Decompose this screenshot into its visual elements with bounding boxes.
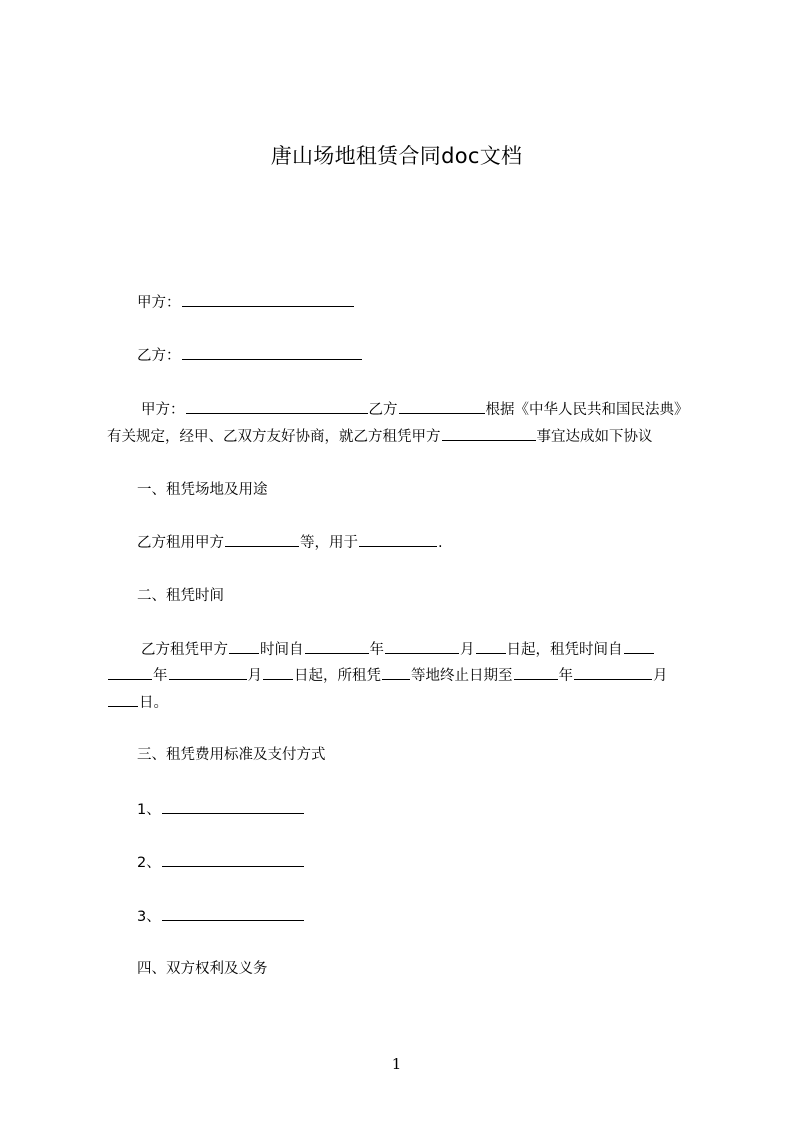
- section-2-text-c: 日起，所租凭: [294, 668, 381, 684]
- item-number: 2、: [137, 855, 161, 871]
- intro-party-b-label: 乙方: [368, 402, 398, 418]
- section-2-year-3: 年: [558, 668, 573, 684]
- section-2-text-b: 时间自: [260, 642, 304, 658]
- party-b-blank: [182, 345, 362, 360]
- blank: [382, 665, 410, 680]
- blank: [108, 692, 138, 707]
- section-1-text-end: .: [438, 535, 443, 551]
- blank: [574, 665, 652, 680]
- party-a-line: [137, 292, 355, 313]
- blank: [263, 665, 293, 680]
- section-2-month-3: 月: [653, 668, 668, 684]
- section-3-item-1: [137, 799, 305, 820]
- section-2-month-1: 月: [460, 642, 475, 658]
- intro-line-1: [141, 399, 689, 420]
- blank: [514, 665, 558, 680]
- section-2-line-3: [107, 692, 168, 713]
- blank: [476, 639, 506, 654]
- section-1-text: [137, 532, 443, 553]
- section-2-text-end: 日。: [139, 695, 168, 711]
- intro-text-end: 事宜达成如下协议: [536, 429, 653, 445]
- party-b-label: 乙方：: [137, 348, 181, 364]
- item-number: 1、: [137, 802, 161, 818]
- blank: [624, 639, 654, 654]
- section-1-text-a: 乙方租用甲方: [137, 535, 224, 551]
- section-2-text-d: 等地终止日期至: [411, 668, 513, 684]
- section-2-heading: 二、租凭时间: [137, 588, 224, 604]
- blank: [385, 639, 459, 654]
- blank: [305, 639, 369, 654]
- party-b-line: [137, 345, 363, 366]
- section-1-text-b: 等，用于: [300, 535, 358, 551]
- intro-matter-blank: [442, 426, 536, 441]
- section-2-text-a: 乙方租凭甲方: [141, 642, 228, 658]
- section-1-blank-b: [359, 532, 437, 547]
- blank: [169, 665, 247, 680]
- section-2-year-2: 年: [153, 668, 168, 684]
- party-a-label: 甲方：: [137, 295, 181, 311]
- section-4-heading: 四、双方权利及义务: [137, 961, 268, 977]
- item-number: 3、: [137, 909, 161, 925]
- blank: [108, 665, 152, 680]
- document-title: 唐山场地租赁合同doc文档: [270, 144, 523, 168]
- section-1-heading: 一、租凭场地及用途: [137, 482, 268, 498]
- section-2-line-1: [141, 639, 655, 660]
- intro-party-a-label: 甲方：: [141, 402, 185, 418]
- section-2-month-2: 月: [247, 668, 262, 684]
- page-number: 1: [391, 1055, 402, 1073]
- intro-party-b-blank: [399, 399, 485, 414]
- intro-legal-basis: 根据《中华人民共和国民法典》: [485, 402, 689, 418]
- intro-text: 有关规定，经甲、乙双方友好协商，就乙方租凭甲方: [107, 429, 441, 445]
- intro-line-2: [107, 426, 653, 447]
- section-1-blank-a: [225, 532, 299, 547]
- section-3-item-2: [137, 852, 305, 873]
- item-blank: [162, 906, 304, 921]
- party-a-blank: [182, 292, 354, 307]
- intro-party-a-blank: [186, 399, 368, 414]
- blank: [229, 639, 259, 654]
- item-blank: [162, 799, 304, 814]
- item-blank: [162, 852, 304, 867]
- section-3-item-3: [137, 906, 305, 927]
- section-2-line-2: [107, 665, 668, 686]
- section-3-heading: 三、租凭费用标准及支付方式: [137, 747, 326, 763]
- section-2-text-e: 日起，租凭时间自: [506, 642, 623, 658]
- section-2-year-1: 年: [369, 642, 384, 658]
